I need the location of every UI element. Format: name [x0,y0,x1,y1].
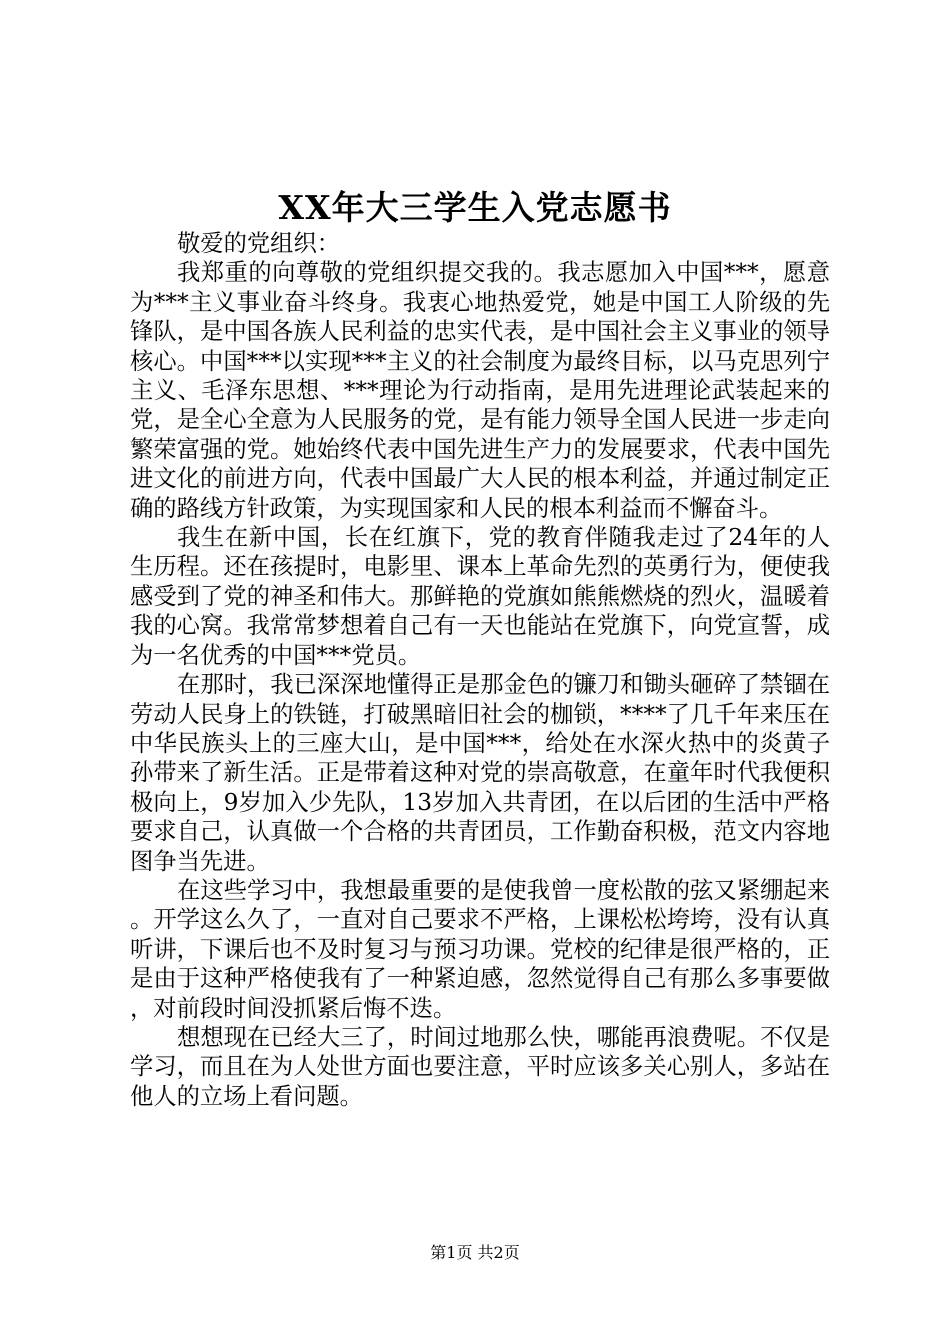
paragraph: 我郑重的向尊敬的党组织提交我的。我志愿加入中国***，愿意为***主义事业奋斗终身。我衷心地热爱党，她是中国工人阶级的先锋队，是中国各族人民利益的忠实代表，是中国社会主义事业的领导核心。中国***以实现***主义的社会制度为最终目标，以马克思列宁主义、毛泽东思想、***理论为行动指南，是用先进理论武装起来的党，是全心全意为人民服务的党，是有能力领导全国人民进一步走向繁荣富强的党。她始终代表中国先进生产力的发展要求，代表中国先进文化的前进方向，代表中国最广大人民的根本利益，并通过制定正确的路线方针政策，为实现国家和人民的根本利益而不懈奋斗。 [130,259,830,522]
page-number-footer: 第1页 共2页 [430,1243,520,1262]
paragraph: 我生在新中国，长在红旗下，党的教育伴随我走过了24年的人生历程。还在孩提时，电影里、课本上革命先烈的英勇行为，便使我感受到了党的神圣和伟大。那鲜艳的党旗如熊熊燃烧的烈火，温暖着我的心窝。我常常梦想着自己有一天也能站在党旗下，向党宣誓，成为一名优秀的中国***党员。 [130,524,830,669]
document-body [130,229,830,1111]
salutation: 敬爱的党组织： [177,230,341,257]
document-title: XX年大三学生入党志愿书 [278,188,672,227]
paragraph: 在这些学习中，我想最重要的是使我曾一度松散的弦又紧绷起来。开学这么久了，一直对自己要求不严格，上课松松垮垮，没有认真听讲，下课后也不及时复习与预习功课。党校的纪律是很严格的，正是由于这种严格使我有了一种紧迫感，忽然觉得自己有那么多事要做，对前段时间没抓紧后悔不迭。 [130,876,830,1022]
paragraph: 想想现在已经大三了，时间过地那么快，哪能再浪费呢。不仅是学习，而且在为人处世方面也要注意，平时应该多关心别人，多站在他人的立场上看问题。 [130,1023,830,1110]
paragraph: 在那时，我已深深地懂得正是那金色的镰刀和锄头砸碎了禁锢在劳动人民身上的铁链，打破黑暗旧社会的枷锁，****了几千年来压在中华民族头上的三座大山，是中国***，给处在水深火热中的炎黄子孙带来了新生活。正是带着这种对党的崇高敬意，在童年时代我便积极向上，9岁加入少先队，13岁加入共青团，在以后团的生活中严格要求自己，认真做一个合格的共青团员，工作勤奋积极，范文内容地图争当先进。 [130,671,830,875]
